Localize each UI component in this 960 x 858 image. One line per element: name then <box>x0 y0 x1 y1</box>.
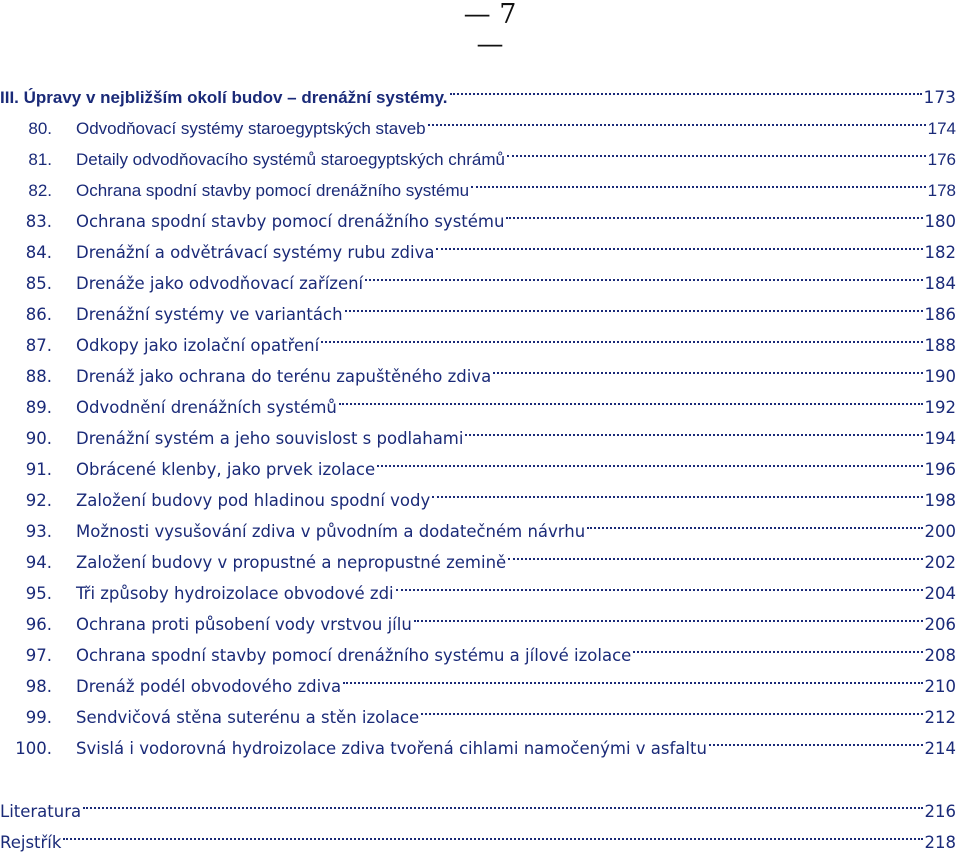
toc-entry[interactable] <box>0 817 960 848</box>
toc-entry-number: 95. <box>0 578 52 609</box>
dot-leader <box>465 413 922 444</box>
toc-entry[interactable] <box>0 444 960 475</box>
toc-entry-number: 98. <box>0 671 52 702</box>
toc-chapter-heading[interactable] <box>0 72 960 103</box>
dot-leader <box>345 289 923 320</box>
toc-page-number: 200 <box>925 516 960 547</box>
toc-entry-title: Odkopy jako izolační opatření <box>52 330 319 361</box>
dot-leader <box>321 320 922 351</box>
toc-page-number: 188 <box>925 330 960 361</box>
toc-entry-title: Drenáž podél obvodového zdiva <box>52 671 341 702</box>
toc-page-number: 190 <box>925 361 960 392</box>
toc-entry[interactable] <box>0 723 960 754</box>
toc-entry-title: Drenáž jako ochrana do terénu zapuštěného zdiva <box>52 361 491 392</box>
toc-entry-title: Založení budovy v propustné a nepropustné zemině <box>52 547 506 578</box>
toc-page-number: 210 <box>925 671 960 702</box>
toc-entry[interactable] <box>0 103 960 134</box>
toc-entry-number: 92. <box>0 485 52 516</box>
toc-entry-title: Obrácené klenby, jako prvek izolace <box>52 454 375 485</box>
dot-leader <box>508 537 922 568</box>
toc-entry-number: 84. <box>0 237 52 268</box>
toc-entry[interactable] <box>0 196 960 227</box>
toc-entry-title: Drenážní systémy ve variantách <box>52 299 343 330</box>
dot-leader <box>343 661 922 692</box>
toc-entry-number: 85. <box>0 268 52 299</box>
dot-leader <box>450 72 922 103</box>
dot-leader <box>507 134 926 165</box>
toc-page-number: 198 <box>925 485 960 516</box>
toc-entry-title: Drenážní systém a jeho souvislost s podlahami <box>52 423 463 454</box>
toc-page-number: 212 <box>925 702 960 733</box>
toc-page-number: 206 <box>925 609 960 640</box>
dot-leader <box>432 475 922 506</box>
toc-entry-title: Možnosti vysušování zdiva v původním a dodatečném návrhu <box>52 516 585 547</box>
toc-page-number: 194 <box>925 423 960 454</box>
toc-entry[interactable] <box>0 258 960 289</box>
toc-entry[interactable] <box>0 630 960 661</box>
toc-entry-number: 94. <box>0 547 52 578</box>
toc-chapter-title: III. Úpravy v nejbližším okolí budov – drenážní systémy. <box>0 82 448 113</box>
toc-page-number: 174 <box>928 113 960 144</box>
dot-leader <box>471 165 926 196</box>
toc-entry-number: 83. <box>0 206 52 237</box>
dot-leader <box>493 351 922 382</box>
toc-entry[interactable] <box>0 475 960 506</box>
dot-leader <box>377 444 922 475</box>
toc-entry-number: 87. <box>0 330 52 361</box>
toc-entry-title: Odvodnění drenážních systémů <box>52 392 337 423</box>
toc-page-number: 182 <box>925 237 960 268</box>
dot-leader <box>428 103 926 134</box>
toc-entry-number: 86. <box>0 299 52 330</box>
toc-page-number: 178 <box>928 175 960 206</box>
toc-entry-number: 99. <box>0 702 52 733</box>
dot-leader <box>339 382 923 413</box>
toc-entry-number: 91. <box>0 454 52 485</box>
toc-entry[interactable] <box>0 382 960 413</box>
toc-page-number: 214 <box>925 733 960 764</box>
toc-entry[interactable] <box>0 165 960 196</box>
toc-page-number: 218 <box>925 827 960 858</box>
toc-page-number: 180 <box>925 206 960 237</box>
dot-leader <box>421 692 922 723</box>
dot-leader <box>414 599 923 630</box>
toc-entry-title: Sendvičová stěna suterénu a stěn izolace <box>52 702 419 733</box>
toc-page-number: 186 <box>925 299 960 330</box>
toc-entry-title: Drenážní a odvětrávací systémy rubu zdiva <box>52 237 434 268</box>
toc-entry-title: Tři způsoby hydroizolace obvodové zdi <box>52 578 394 609</box>
toc-entry-title: Založení budovy pod hladinou spodní vody <box>52 485 430 516</box>
toc-entry-number: 82. <box>0 175 52 206</box>
toc-entry-title: Detaily odvodňovacího systémů staroegyptských chrámů <box>52 144 505 175</box>
toc-entry[interactable] <box>0 537 960 568</box>
toc-entry[interactable] <box>0 692 960 723</box>
toc-entry[interactable] <box>0 227 960 258</box>
toc-entries <box>0 103 960 754</box>
toc-entry-number: 81. <box>0 144 52 175</box>
toc-entry-title: Ochrana spodní stavby pomocí drenážního systému a jílové izolace <box>52 640 631 671</box>
toc-entry-title: Svislá i vodorovná hydroizolace zdiva tvořená cihlami namočenými v asfaltu <box>52 733 707 764</box>
toc-page-number: 184 <box>925 268 960 299</box>
toc-entry-number: 88. <box>0 361 52 392</box>
toc-page-number: 202 <box>925 547 960 578</box>
toc-entry-number: 100. <box>0 733 52 764</box>
toc-entry-title: Ochrana proti působení vody vrstvou jílu <box>52 609 412 640</box>
toc-page-number: 196 <box>925 454 960 485</box>
toc-entry-title: Drenáže jako odvodňovací zařízení <box>52 268 363 299</box>
toc-entry[interactable] <box>0 320 960 351</box>
toc-back-matter <box>0 786 960 848</box>
toc-entry-title: Ochrana spodní stavby pomocí drenážního systému <box>52 175 469 206</box>
toc-entry[interactable] <box>0 568 960 599</box>
toc-page-number: 216 <box>925 796 960 827</box>
toc-entry[interactable] <box>0 506 960 537</box>
page-number: — 7 — <box>455 0 525 60</box>
table-of-contents <box>0 72 960 848</box>
toc-entry[interactable] <box>0 134 960 165</box>
toc-entry-number: 96. <box>0 609 52 640</box>
dot-leader <box>63 817 922 848</box>
toc-page-number: 173 <box>924 83 960 114</box>
toc-entry[interactable] <box>0 351 960 382</box>
toc-entry[interactable] <box>0 786 960 817</box>
toc-entry-title: Odvodňovací systémy staroegyptských staveb <box>52 113 426 144</box>
toc-entry-title: Ochrana spodní stavby pomocí drenážního systému <box>52 206 504 237</box>
dot-leader <box>709 723 923 754</box>
toc-entry[interactable] <box>0 661 960 692</box>
dot-leader <box>587 506 922 537</box>
toc-entry-number: 80. <box>0 113 52 144</box>
dot-leader <box>436 227 922 258</box>
dot-leader <box>83 786 922 817</box>
dot-leader <box>396 568 923 599</box>
toc-entry-number: 90. <box>0 423 52 454</box>
dot-leader <box>365 258 922 289</box>
dot-leader <box>633 630 922 661</box>
toc-entry-title: Rejstřík <box>0 827 61 858</box>
toc-page-number: 176 <box>928 144 960 175</box>
toc-entry-number: 97. <box>0 640 52 671</box>
toc-page-number: 204 <box>925 578 960 609</box>
toc-entry[interactable] <box>0 413 960 444</box>
toc-entry-number: 89. <box>0 392 52 423</box>
toc-page-number: 208 <box>925 640 960 671</box>
toc-entry-title: Literatura <box>0 796 81 827</box>
toc-page-number: 192 <box>925 392 960 423</box>
toc-entry-number: 93. <box>0 516 52 547</box>
toc-entry[interactable] <box>0 289 960 320</box>
dot-leader <box>506 196 922 227</box>
toc-entry[interactable] <box>0 599 960 630</box>
